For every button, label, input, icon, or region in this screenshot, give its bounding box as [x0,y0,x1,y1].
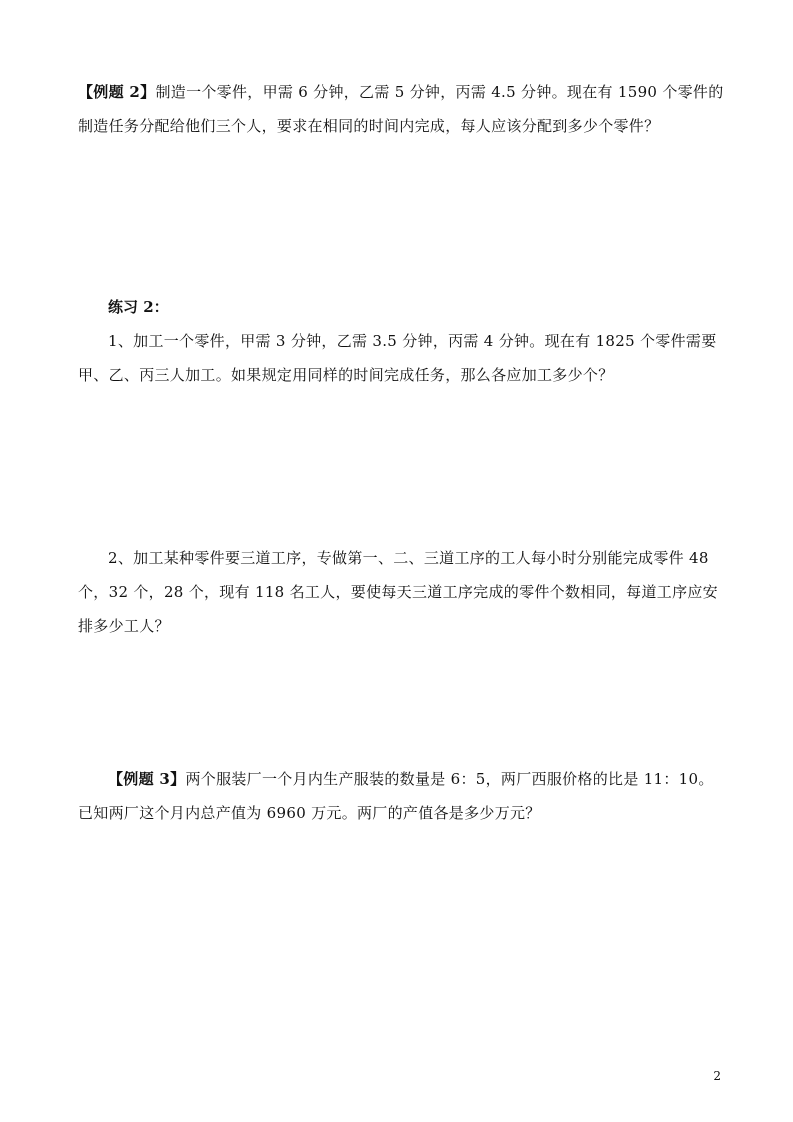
example-2-label: 【例题 2】 [78,83,156,101]
practice-2-item-2: 2、加工某种零件要三道工序，专做第一、二、三道工序的工人每小时分别能完成零件 48 个，32 个，28 个，现有 118 名工人，要使每天三道工序完成的零件个数相同，每道工序应安排多少工人？ [78,549,718,635]
practice-2-heading: 练习 2： [108,298,169,316]
example-3-label: 【例题 3】 [108,770,186,788]
example-3-text: 两个服装厂一个月内生产服装的数量是 6：5，两厂西服价格的比是 11：10。已知两厂这个月内总产值为 6960 万元。两厂的产值各是多少万元？ [78,770,714,822]
example-2-text: 制造一个零件，甲需 6 分钟，乙需 5 分钟，丙需 4.5 分钟。现在有 1590 个零件的制造任务分配给他们三个人，要求在相同的时间内完成，每人应该分配到多少个零件？ [78,83,724,135]
practice-2-item-1: 1、加工一个零件，甲需 3 分钟，乙需 3.5 分钟，丙需 4 分钟。现在有 1825 个零件需要甲、乙、丙三人加工。如果规定用同样的时间完成任务，那么各应加工多少个？ [78,332,717,384]
page-number: 2 [713,1069,721,1083]
example-2-paragraph [78,75,726,143]
example-3-paragraph [78,762,726,830]
